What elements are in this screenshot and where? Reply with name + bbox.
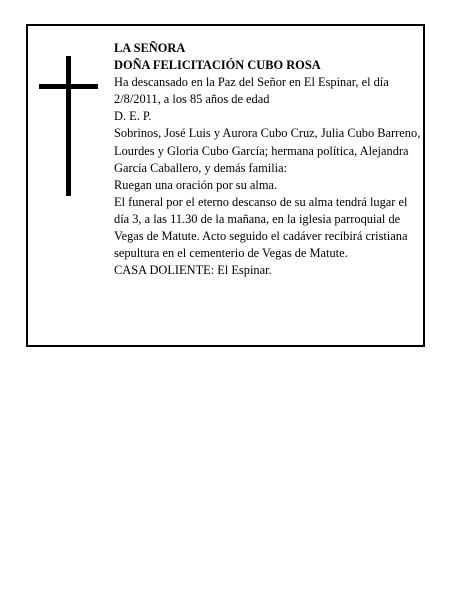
prayer-request: Ruegan una oración por su alma.: [114, 177, 278, 192]
family-list: Sobrinos, José Luis y Aurora Cubo Cruz, Julia Cubo Barreno, Lourdes y Gloria Cubo García; hermana política, Alejandra García Caballero, y demás familia:: [114, 126, 421, 175]
cross-vertical-bar: [66, 56, 71, 196]
rip-line: D. E. P.: [114, 109, 152, 124]
cross-horizontal-bar: [39, 84, 98, 89]
title-line: LA SEÑORA: [114, 41, 186, 55]
deceased-name: DOÑA FELICITACIÓN CUBO ROSA: [114, 58, 321, 73]
mourning-house: CASA DOLIENTE: El Espinar.: [114, 263, 272, 278]
obituary-notice: [26, 24, 425, 347]
obituary-text: [114, 40, 422, 279]
funeral-details: El funeral por el eterno descanso de su alma tendrá lugar el día 3, a las 11.30 de la mañana, en la iglesia parroquial de Vegas de Matute. Acto seguido el cadáver recibirá cristiana sepultura en el cementerio de Vegas de Matute.: [114, 194, 408, 261]
death-announcement: Ha descansado en la Paz del Señor en El Espinar, el día 2/8/2011, a los 85 años de edad: [114, 75, 389, 107]
